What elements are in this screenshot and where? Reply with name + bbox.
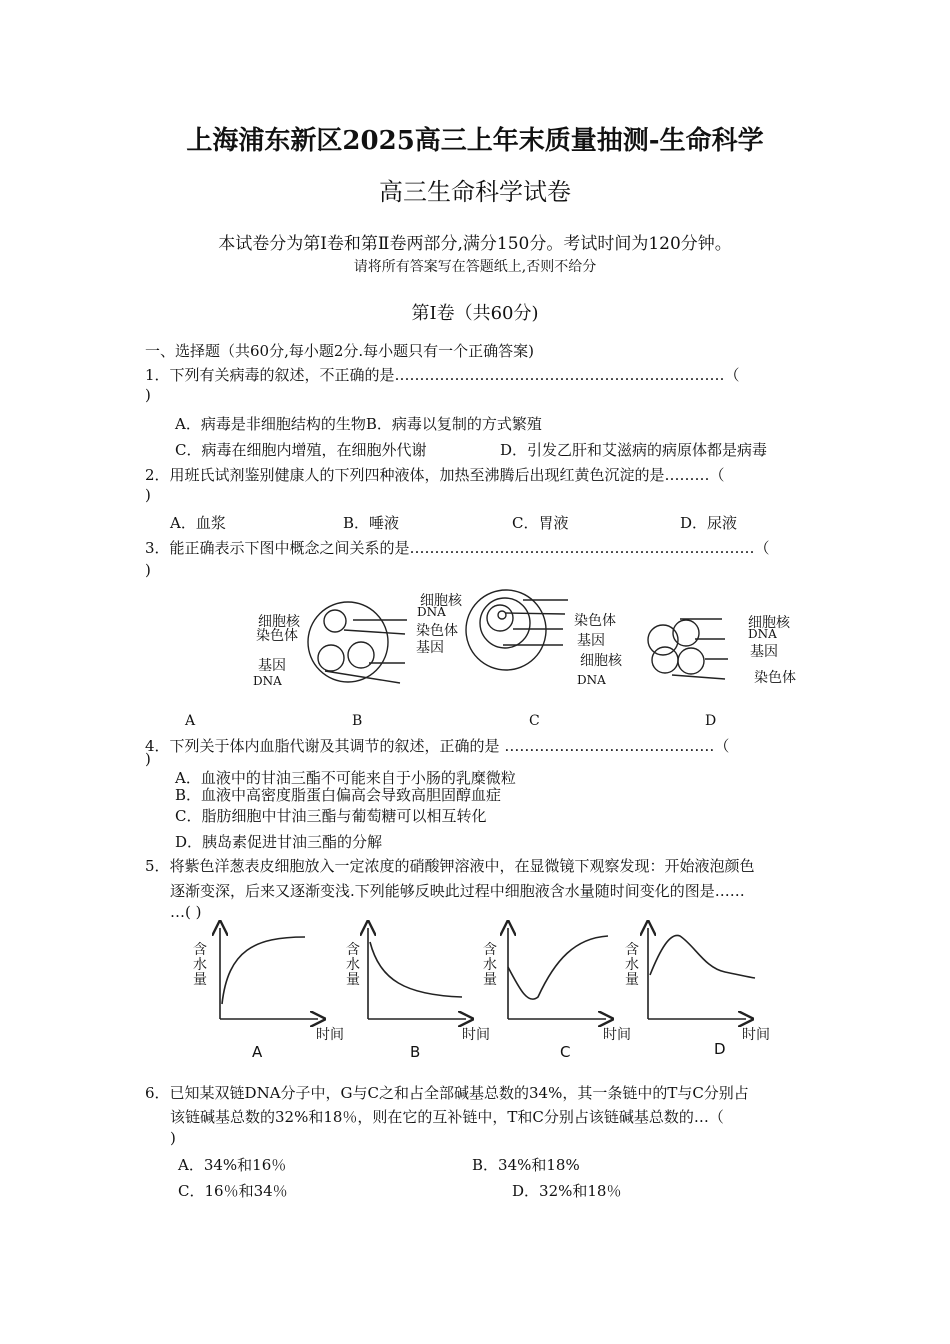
q5-d-ylabel bbox=[624, 943, 640, 988]
q1-option-a: A．病毒是非细胞结构的生物B．病毒以复制的方式繁殖 bbox=[175, 415, 542, 433]
q2-option-d: D．尿液 bbox=[680, 514, 738, 532]
part-title: 第Ⅰ卷（共60分) bbox=[411, 303, 539, 324]
q1-stem-cont: ) bbox=[145, 386, 151, 404]
graph-a-curve bbox=[222, 937, 305, 1004]
q6-stem-cont: ) bbox=[170, 1129, 176, 1147]
diagram-c bbox=[648, 619, 728, 679]
diagram-a-outer-circle bbox=[308, 602, 388, 682]
q5-c-ylabel bbox=[482, 943, 498, 988]
q1-option-d: D．引发乙肝和艾滋病的病原体都是病毒 bbox=[500, 441, 768, 459]
q6-option-b: B．34%和18% bbox=[472, 1156, 580, 1174]
ylabel-char: 水 bbox=[193, 957, 207, 973]
diagram-b-dot bbox=[498, 611, 506, 619]
q3-concept-diagrams bbox=[150, 583, 800, 733]
q6-stem-line-1: 6．已知某双链DNA分子中，G与C之和占全部碱基总数的34%，其一条链中的T与C分别占 bbox=[145, 1084, 749, 1102]
q3-letter-a: A bbox=[185, 713, 196, 729]
q4-stem-cont: ) bbox=[145, 750, 151, 768]
ylabel-char: 含 bbox=[193, 942, 207, 958]
diagram-c-circle-4 bbox=[678, 648, 704, 674]
q2-option-c: C．胃液 bbox=[512, 514, 569, 532]
diagram-a-inner-circle-3 bbox=[348, 642, 374, 668]
q3-b-label-dna: DNA bbox=[417, 605, 446, 619]
graph-c bbox=[508, 928, 608, 1019]
graph-c-curve bbox=[508, 936, 608, 999]
q2-option-b: B．唾液 bbox=[343, 514, 400, 532]
q3-d-label-nucleus: 细胞核 bbox=[748, 615, 790, 631]
ylabel-char: 含 bbox=[346, 942, 360, 958]
q3-b-label-nucleus: 细胞核 bbox=[420, 593, 462, 609]
q4-option-a: A．血液中的甘油三酯不可能来自于小肠的乳糜微粒 bbox=[175, 769, 516, 787]
section-heading: 一、选择题（共60分,每小题2分.每小题只有一个正确答案) bbox=[145, 342, 535, 360]
q2-option-a: A．血浆 bbox=[170, 514, 226, 532]
diagram-a bbox=[308, 602, 407, 683]
intro-line-1: 本试卷分为第Ⅰ卷和第Ⅱ卷两部分,满分150分。考试时间为120分钟。 bbox=[218, 234, 732, 254]
graph-a bbox=[220, 928, 318, 1019]
graph-b-curve bbox=[370, 942, 462, 997]
q4-option-c: C．脂肪细胞中甘油三酯与葡萄糖可以相互转化 bbox=[175, 807, 487, 825]
page-subtitle: 高三生命科学试卷 bbox=[379, 178, 571, 206]
q5-stem-line-3: …( ) bbox=[170, 903, 202, 921]
q5-b-xlabel: 时间 bbox=[462, 1027, 490, 1043]
q4-option-d: D．胰岛素促进甘油三酯的分解 bbox=[175, 833, 383, 851]
diagram-a-inner-circle-2 bbox=[318, 645, 344, 671]
ylabel-char: 水 bbox=[625, 957, 639, 973]
q3-a-label-dna: DNA bbox=[253, 674, 282, 688]
ylabel-char: 含 bbox=[625, 942, 639, 958]
q1-stem: 1．下列有关病毒的叙述，不正确的是…………………………………………………………（ bbox=[145, 366, 740, 384]
q3-letter-c: C bbox=[529, 713, 540, 729]
diagram-c-circle-3 bbox=[652, 647, 678, 673]
q5-stem-line-1: 5．将紫色洋葱表皮细胞放入一定浓度的硝酸钾溶液中，在显微镜下观察发现：开始液泡颜色 bbox=[145, 857, 755, 875]
q5-a-xlabel: 时间 bbox=[316, 1027, 344, 1043]
q5-letter-c: C bbox=[560, 1043, 571, 1061]
q3-stem-cont: ) bbox=[145, 561, 151, 579]
q6-option-c: C．16％和34％ bbox=[178, 1182, 288, 1200]
q5-letter-a: A bbox=[252, 1043, 263, 1061]
q6-option-a: A．34%和16％ bbox=[178, 1156, 287, 1174]
ylabel-char: 含 bbox=[483, 942, 497, 958]
q3-c-label-dna: DNA bbox=[577, 673, 606, 687]
q4-stem: 4．下列关于体内血脂代谢及其调节的叙述，正确的是 ……………………………………（ bbox=[145, 737, 730, 755]
q3-c-label-nucleus: 细胞核 bbox=[580, 653, 622, 669]
graph-b bbox=[368, 928, 466, 1019]
q3-a-label-nucleus: 细胞核 bbox=[258, 614, 300, 630]
q3-c-label-chromosome: 染色体 bbox=[574, 613, 616, 629]
q3-a-label-gene: 基因 bbox=[258, 658, 286, 674]
q3-d-label-dna: DNA bbox=[748, 627, 777, 641]
q3-d-label-gene: 基因 bbox=[750, 644, 778, 660]
graph-d bbox=[648, 928, 755, 1019]
q3-a-label-chromosome: 染色体 bbox=[256, 628, 298, 644]
q3-stem: 3．能正确表示下图中概念之间关系的是……………………………………………………………（ bbox=[145, 539, 770, 557]
diagram-a-inner-circle-1 bbox=[324, 610, 346, 632]
ylabel-char: 水 bbox=[483, 957, 497, 973]
q2-stem-cont: ) bbox=[145, 486, 151, 504]
q1-option-c: C．病毒在细胞内增殖，在细胞外代谢 bbox=[175, 441, 427, 459]
q4-option-b: B．血液中高密度脂蛋白偏高会导致高胆固醇血症 bbox=[175, 786, 502, 804]
ylabel-char: 量 bbox=[193, 972, 207, 988]
q2-stem: 2．用班氏试剂鉴别健康人的下列四种液体，加热至沸腾后出现红黄色沉淀的是………（ bbox=[145, 466, 725, 484]
page-title: 上海浦东新区2025高三上年末质量抽测-生命科学 bbox=[186, 126, 764, 156]
q5-letter-b: B bbox=[410, 1043, 421, 1061]
q5-letter-d: D bbox=[714, 1040, 726, 1058]
q5-d-xlabel: 时间 bbox=[742, 1027, 770, 1043]
graph-d-curve bbox=[650, 935, 755, 978]
q6-stem-line-2: 该链碱基总数的32%和18％，则在它的互补链中，T和C分别占该链碱基总数的…（ bbox=[170, 1108, 724, 1126]
ylabel-char: 量 bbox=[483, 972, 497, 988]
q3-d-label-chromosome: 染色体 bbox=[754, 670, 796, 686]
q5-c-xlabel: 时间 bbox=[603, 1027, 631, 1043]
q5-stem-line-2: 逐渐变深，后来又逐渐变浅.下列能够反映此过程中细胞液含水量随时间变化的图是…… bbox=[170, 882, 745, 900]
q5-a-ylabel bbox=[192, 943, 208, 988]
ylabel-char: 量 bbox=[346, 972, 360, 988]
q3-c-label-gene: 基因 bbox=[577, 633, 605, 649]
intro-line-2: 请将所有答案写在答题纸上,否则不给分 bbox=[353, 259, 597, 275]
q3-letter-b: B bbox=[352, 713, 363, 729]
q3-letter-d: D bbox=[705, 713, 717, 729]
q3-b-label-gene: 基因 bbox=[416, 640, 444, 656]
ylabel-char: 水 bbox=[346, 957, 360, 973]
q6-option-d: D．32%和18％ bbox=[512, 1182, 622, 1200]
q5-b-ylabel bbox=[345, 943, 361, 988]
diagram-b bbox=[466, 590, 568, 670]
ylabel-char: 量 bbox=[625, 972, 639, 988]
q3-b-label-chromosome: 染色体 bbox=[416, 623, 458, 639]
